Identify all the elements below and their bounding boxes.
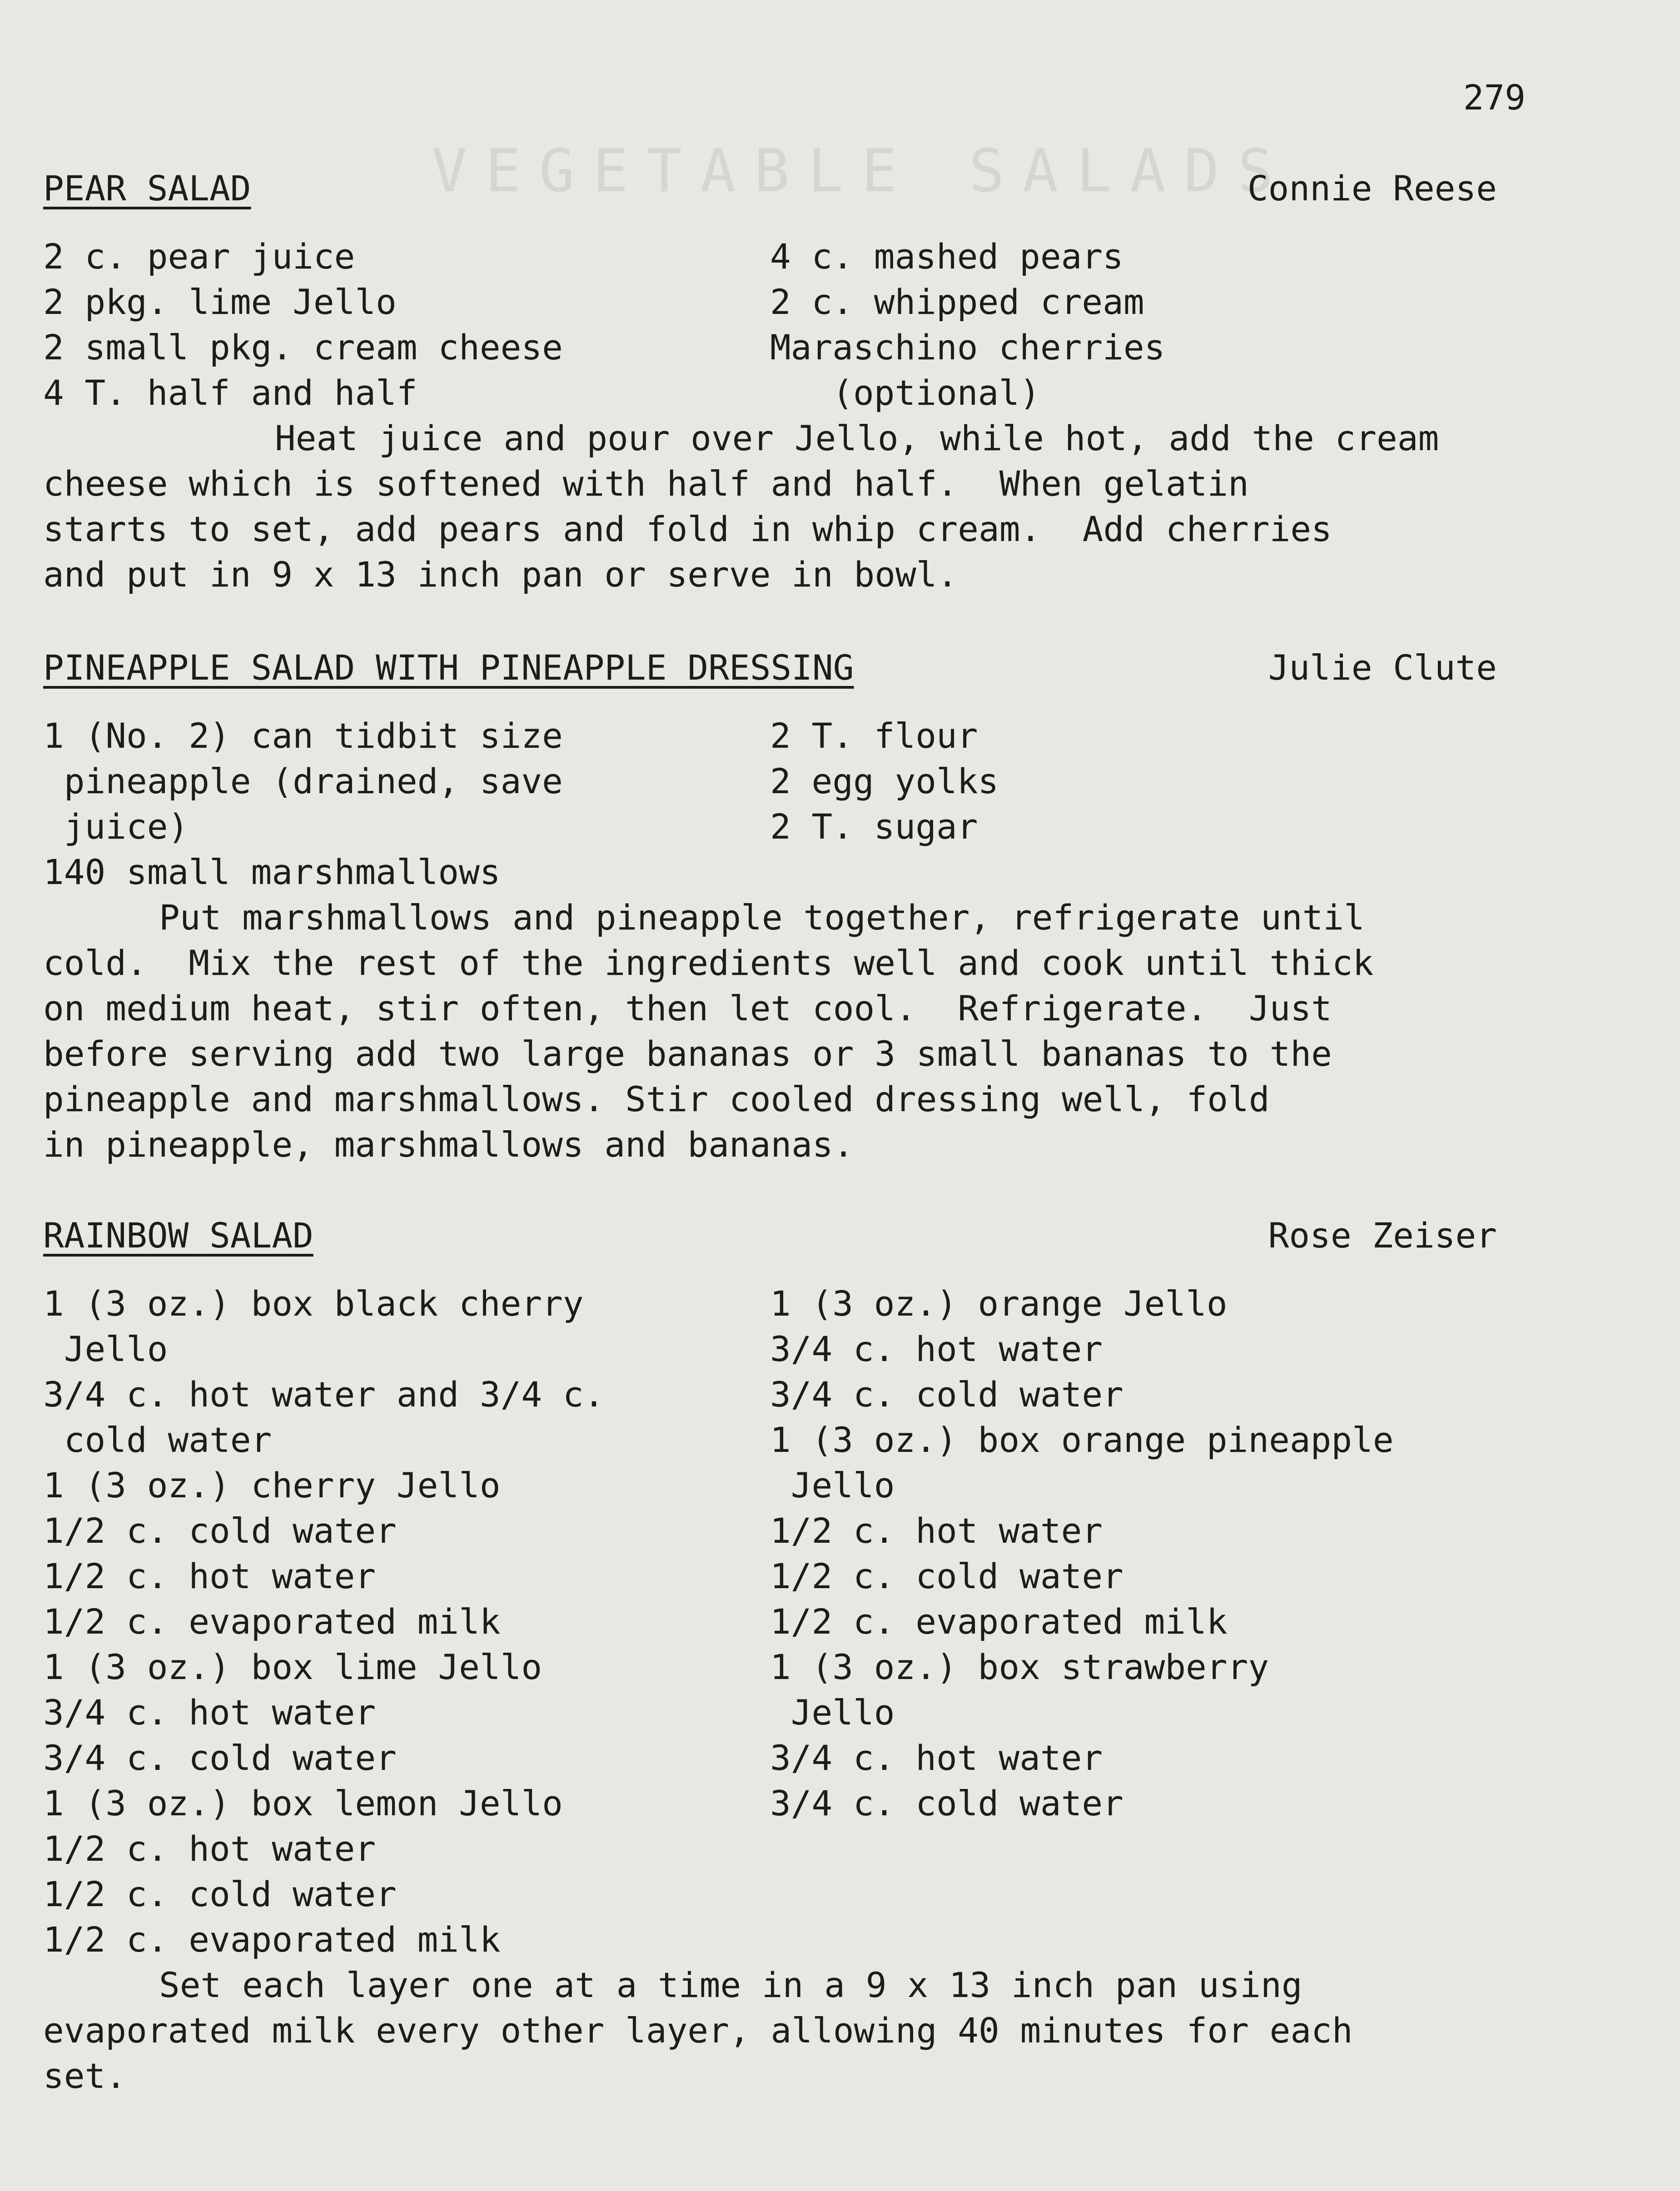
ingredient: Jello <box>43 1329 168 1369</box>
ingredients <box>43 234 1497 416</box>
ingredient: 2 egg yolks <box>770 761 999 801</box>
direction-line: cheese which is softened with half and half. When gelatin <box>43 463 1249 504</box>
ingredient: 140 small marshmallows <box>43 852 501 892</box>
ingredient: 2 T. flour <box>770 715 978 756</box>
ingredient: 1/2 c. evaporated milk <box>43 1919 501 1960</box>
ingredient: 2 T. sugar <box>770 806 978 847</box>
ingredients-left <box>43 234 770 416</box>
ingredient: 3/4 c. hot water <box>770 1738 1103 1778</box>
recipe-title: PEAR SALAD <box>43 168 251 209</box>
recipe-title: PINEAPPLE SALAD WITH PINEAPPLE DRESSING <box>43 647 854 688</box>
ingredient: 2 c. pear juice <box>43 236 355 277</box>
ingredient: 1 (3 oz.) orange Jello <box>770 1283 1228 1324</box>
page-number: 279 <box>1463 77 1526 118</box>
recipe-title: RAINBOW SALAD <box>43 1215 313 1256</box>
ingredient: 1 (3 oz.) box black cherry <box>43 1283 584 1324</box>
direction-line: on medium heat, stir often, then let cool. Refrigerate. Just <box>43 988 1332 1028</box>
recipe-author: Rose Zeiser <box>1268 1215 1497 1256</box>
ingredient: Jello <box>770 1692 895 1733</box>
ingredient: 4 c. mashed pears <box>770 236 1123 277</box>
ingredient: 1/2 c. cold water <box>43 1510 397 1551</box>
ingredient: 3/4 c. hot water <box>43 1692 376 1733</box>
ingredient: 1 (No. 2) can tidbit size <box>43 715 563 756</box>
direction-line: Put marshmallows and pineapple together, refrigerate until <box>159 897 1365 938</box>
direction-line: set. <box>43 2056 127 2096</box>
ingredients-left <box>43 1281 770 1962</box>
ingredient: 1 (3 oz.) box lemon Jello <box>43 1783 563 1823</box>
ingredients <box>43 713 1497 895</box>
recipe-pear-salad <box>43 166 1497 597</box>
direction-line: Heat juice and pour over Jello, while hot, add the cream <box>275 418 1439 458</box>
direction-line: evaporated milk every other layer, allowing 40 minutes for each <box>43 2010 1353 2051</box>
ingredient: (optional) <box>770 373 1040 413</box>
directions <box>43 895 1497 1168</box>
ingredient: 1/2 c. cold water <box>770 1556 1123 1596</box>
ingredient: 1/2 c. hot water <box>770 1510 1103 1551</box>
ingredient: 1/2 c. hot water <box>43 1828 376 1869</box>
bleed-through-decoration: VEGETABLE SALADS <box>432 136 1292 205</box>
ingredients-right <box>770 713 1497 850</box>
ingredient: 3/4 c. hot water <box>770 1329 1103 1369</box>
ingredients-right <box>770 1281 1497 1826</box>
recipe-author: Julie Clute <box>1268 647 1497 688</box>
recipe-rainbow-salad <box>43 1213 1497 2099</box>
ingredient: 1/2 c. hot water <box>43 1556 376 1596</box>
ingredient: 1 (3 oz.) cherry Jello <box>43 1465 501 1505</box>
direction-line: cold. Mix the rest of the ingredients well and cook until thick <box>43 943 1374 983</box>
ingredient: 3/4 c. hot water and 3/4 c. <box>43 1374 605 1415</box>
ingredient: 3/4 c. cold water <box>770 1783 1123 1823</box>
direction-line: starts to set, add pears and fold in whip cream. Add cherries <box>43 509 1332 549</box>
recipe-pineapple-salad <box>43 645 1497 1168</box>
ingredient: 3/4 c. cold water <box>43 1738 397 1778</box>
direction-line: in pineapple, marshmallows and bananas. <box>43 1124 854 1165</box>
recipe-header <box>43 166 1497 211</box>
ingredient: 1 (3 oz.) box strawberry <box>770 1647 1269 1687</box>
recipe-header <box>43 645 1497 691</box>
ingredient: 1/2 c. cold water <box>43 1874 397 1914</box>
ingredient: 1 (3 oz.) box orange pineapple <box>770 1420 1394 1460</box>
ingredient: pineapple (drained, save <box>43 761 563 801</box>
directions <box>43 416 1497 597</box>
ingredient: Maraschino cherries <box>770 327 1165 368</box>
ingredient: 1 (3 oz.) box lime Jello <box>43 1647 542 1687</box>
ingredient: 1/2 c. evaporated milk <box>770 1601 1228 1642</box>
recipe-author: Connie Reese <box>1247 168 1497 209</box>
ingredient: 2 c. whipped cream <box>770 282 1144 322</box>
ingredient: 4 T. half and half <box>43 373 418 413</box>
direction-line: pineapple and marshmallows. Stir cooled dressing well, fold <box>43 1079 1270 1119</box>
ingredients-left <box>43 713 770 895</box>
ingredient: 2 pkg. lime Jello <box>43 282 397 322</box>
ingredients-right <box>770 234 1497 416</box>
ingredient: juice) <box>43 806 189 847</box>
direction-line: before serving add two large bananas or 3 small bananas to the <box>43 1033 1332 1074</box>
ingredient: 1/2 c. evaporated milk <box>43 1601 501 1642</box>
directions <box>43 1962 1497 2099</box>
recipe-header <box>43 1213 1497 1258</box>
ingredient: 3/4 c. cold water <box>770 1374 1123 1415</box>
direction-line: Set each layer one at a time in a 9 x 13 inch pan using <box>159 1965 1302 2005</box>
ingredient: 2 small pkg. cream cheese <box>43 327 563 368</box>
ingredient: cold water <box>43 1420 272 1460</box>
ingredient: Jello <box>770 1465 895 1505</box>
direction-line: and put in 9 x 13 inch pan or serve in bowl. <box>43 554 958 595</box>
ingredients <box>43 1281 1497 1962</box>
